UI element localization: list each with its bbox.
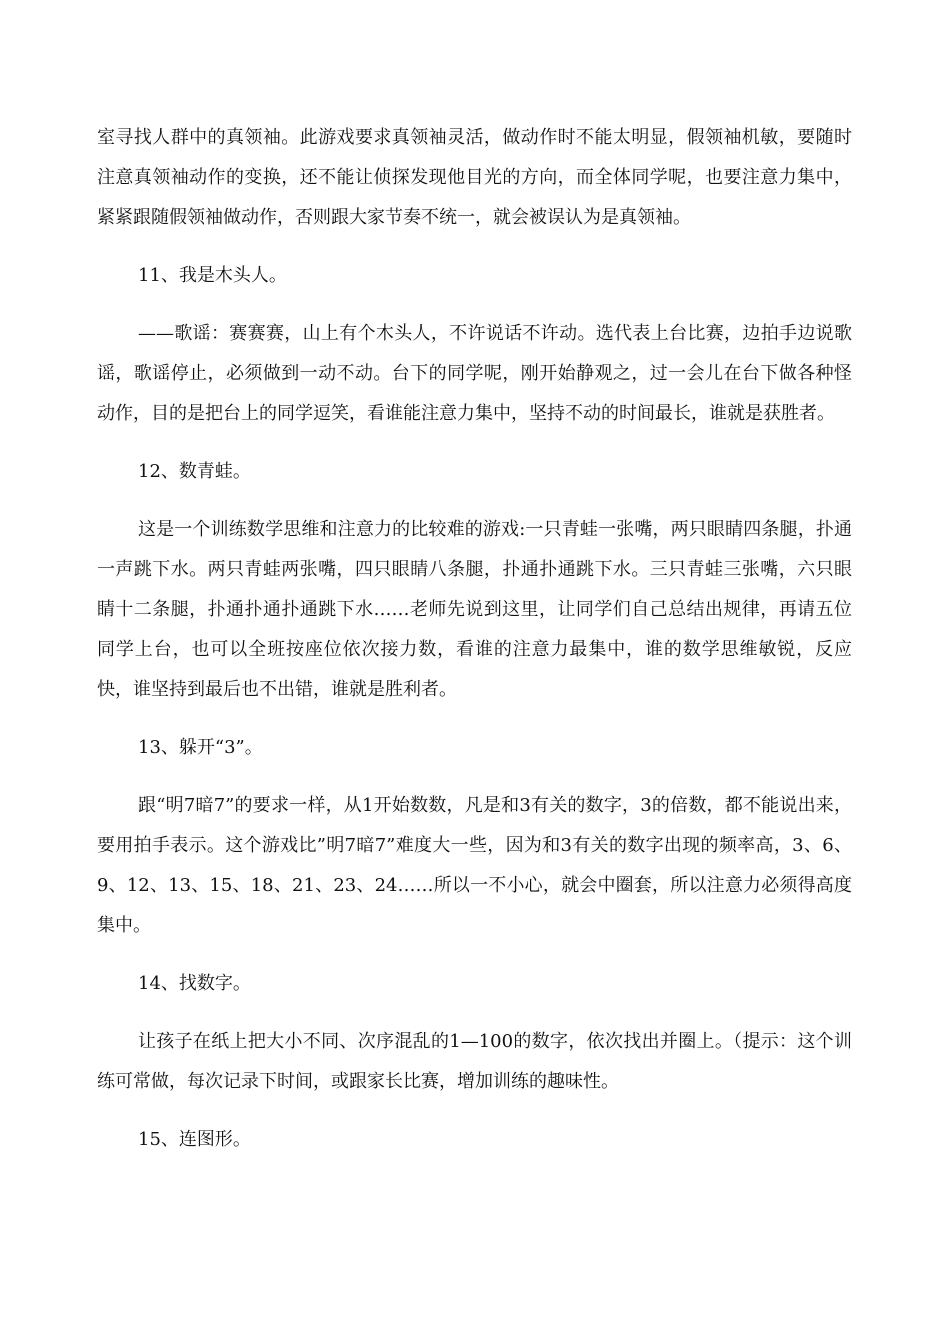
heading-connect-shapes: 15、连图形。 bbox=[138, 1129, 251, 1150]
heading-avoid-three: 13、躲开“3”。 bbox=[138, 737, 263, 758]
paragraph-wooden-man: ——歌谣：赛赛赛，山上有个木头人，不许说话不许动。选代表上台比赛，边拍手边说歌谣，歌谣停止，必须做到一动不动。台下的同学呢，刚开始静观之，过一会儿在台下做各种怪动作，目的是把台上的同学逗笑，看谁能注意力集中，坚持不动的时间最长，谁就是获胜者。 bbox=[97, 323, 852, 424]
paragraph-leader-game-end: 室寻找人群中的真领袖。此游戏要求真领袖灵活，做动作时不能太明显，假领袖机敏，要随时注意真领袖动作的变换，还不能让侦探发现他目光的方向，而全体同学呢，也要注意力集中，紧紧跟随假领袖做动作，否则跟大家节奏不统一，就会被误认为是真领袖。 bbox=[97, 127, 852, 228]
heading-wooden-man: 11、我是木头人。 bbox=[138, 265, 287, 286]
paragraph-find-numbers: 让孩子在纸上把大小不同、次序混乱的1—100的数字，依次找出并圈上。（提示：这个训练可常做，每次记录下时间，或跟家长比赛，增加训练的趣味性。 bbox=[97, 1031, 852, 1092]
paragraph-count-frogs: 这是一个训练数学思维和注意力的比较难的游戏:一只青蛙一张嘴，两只眼睛四条腿，扑通一声跳下水。两只青蛙两张嘴，四只眼睛八条腿，扑通扑通跳下水。三只青蛙三张嘴，六只眼睛十二条腿，扑通扑通扑通跳下水……老师先说到这里，让同学们自己总结出规律，再请五位同学上台，也可以全班按座位依次接力数，看谁的注意力最集中，谁的数学思维敏锐，反应快，谁坚持到最后也不出错，谁就是胜利者。 bbox=[97, 519, 852, 700]
document-body bbox=[97, 118, 852, 1178]
heading-find-numbers: 14、找数字。 bbox=[138, 973, 251, 994]
heading-count-frogs: 12、数青蛙。 bbox=[138, 461, 251, 482]
paragraph-avoid-three: 跟“明7暗7”的要求一样，从1开始数数，凡是和3有关的数字，3的倍数，都不能说出来，要用拍手表示。这个游戏比”明7暗7”难度大一些，因为和3有关的数字出现的频率高，3、6、9、12、13、15、18、21、23、24……所以一不小心，就会中圈套，所以注意力必须得高度集中。 bbox=[97, 795, 852, 936]
